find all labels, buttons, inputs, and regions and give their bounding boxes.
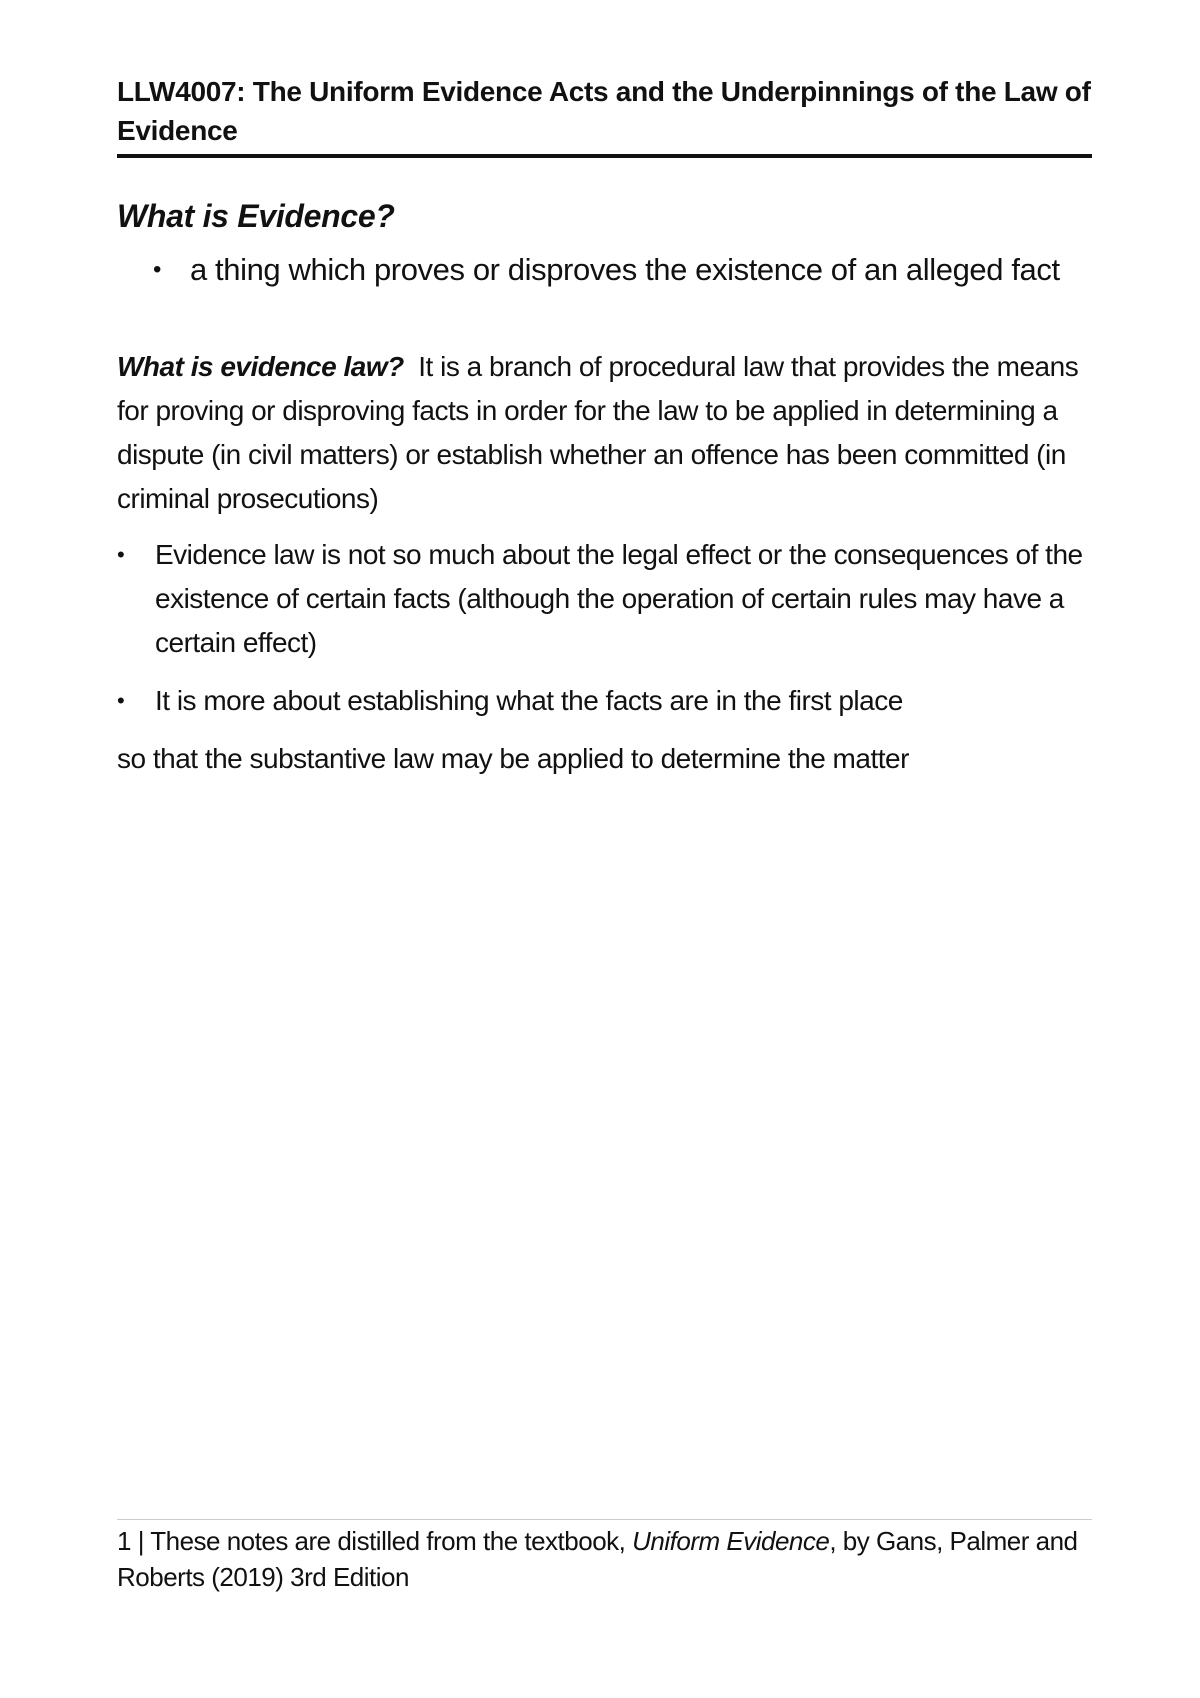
section-heading: What is Evidence? bbox=[117, 198, 395, 234]
list-item-text: It is more about establishing what the facts are in the first place bbox=[155, 685, 903, 716]
footnote-divider bbox=[117, 1519, 1092, 1520]
list-item-text: Evidence law is not so much about the legal effect or the consequences of the existence of certain facts (although the operation of certain rules may have a certain effect) bbox=[155, 539, 1083, 658]
paragraph-body: It is a branch of procedural law that provides the means for proving or disproving facts in order for the law to be applied in determining a dispute (in civil matters) or establish whether an offence has been committed (in criminal prosecutions) bbox=[117, 351, 1079, 514]
footnote-separator: | bbox=[137, 1526, 144, 1556]
footnote bbox=[117, 1523, 1092, 1595]
document-title: LLW4007: The Uniform Evidence Acts and the Underpinnings of the Law of Evidence bbox=[117, 72, 1092, 158]
bullet-icon: • bbox=[153, 256, 162, 283]
definition-text: a thing which proves or disproves the existence of an alleged fact bbox=[190, 252, 1060, 287]
definition-item bbox=[117, 250, 1092, 290]
footnote-text-after: , by Gans, Palmer and Roberts (2019) 3rd Edition bbox=[117, 1526, 1078, 1592]
list-item bbox=[117, 533, 1092, 665]
closing-text: so that the substantive law may be applied to determine the matter bbox=[117, 743, 909, 774]
document-body bbox=[117, 196, 1092, 781]
document-header bbox=[117, 72, 1092, 158]
bullet-icon: • bbox=[117, 542, 125, 567]
footnote-book-title: Uniform Evidence bbox=[632, 1526, 830, 1556]
definition-list bbox=[117, 250, 1092, 290]
list-item bbox=[117, 679, 1092, 723]
footnote-number: 1 bbox=[117, 1526, 131, 1556]
bullet-icon: • bbox=[117, 688, 125, 713]
footnote-text-before: These notes are distilled from the textbook, bbox=[150, 1526, 626, 1556]
paragraph-lead: What is evidence law? bbox=[117, 351, 404, 382]
evidence-law-bullets bbox=[117, 533, 1092, 723]
evidence-law-paragraph bbox=[117, 345, 1092, 521]
